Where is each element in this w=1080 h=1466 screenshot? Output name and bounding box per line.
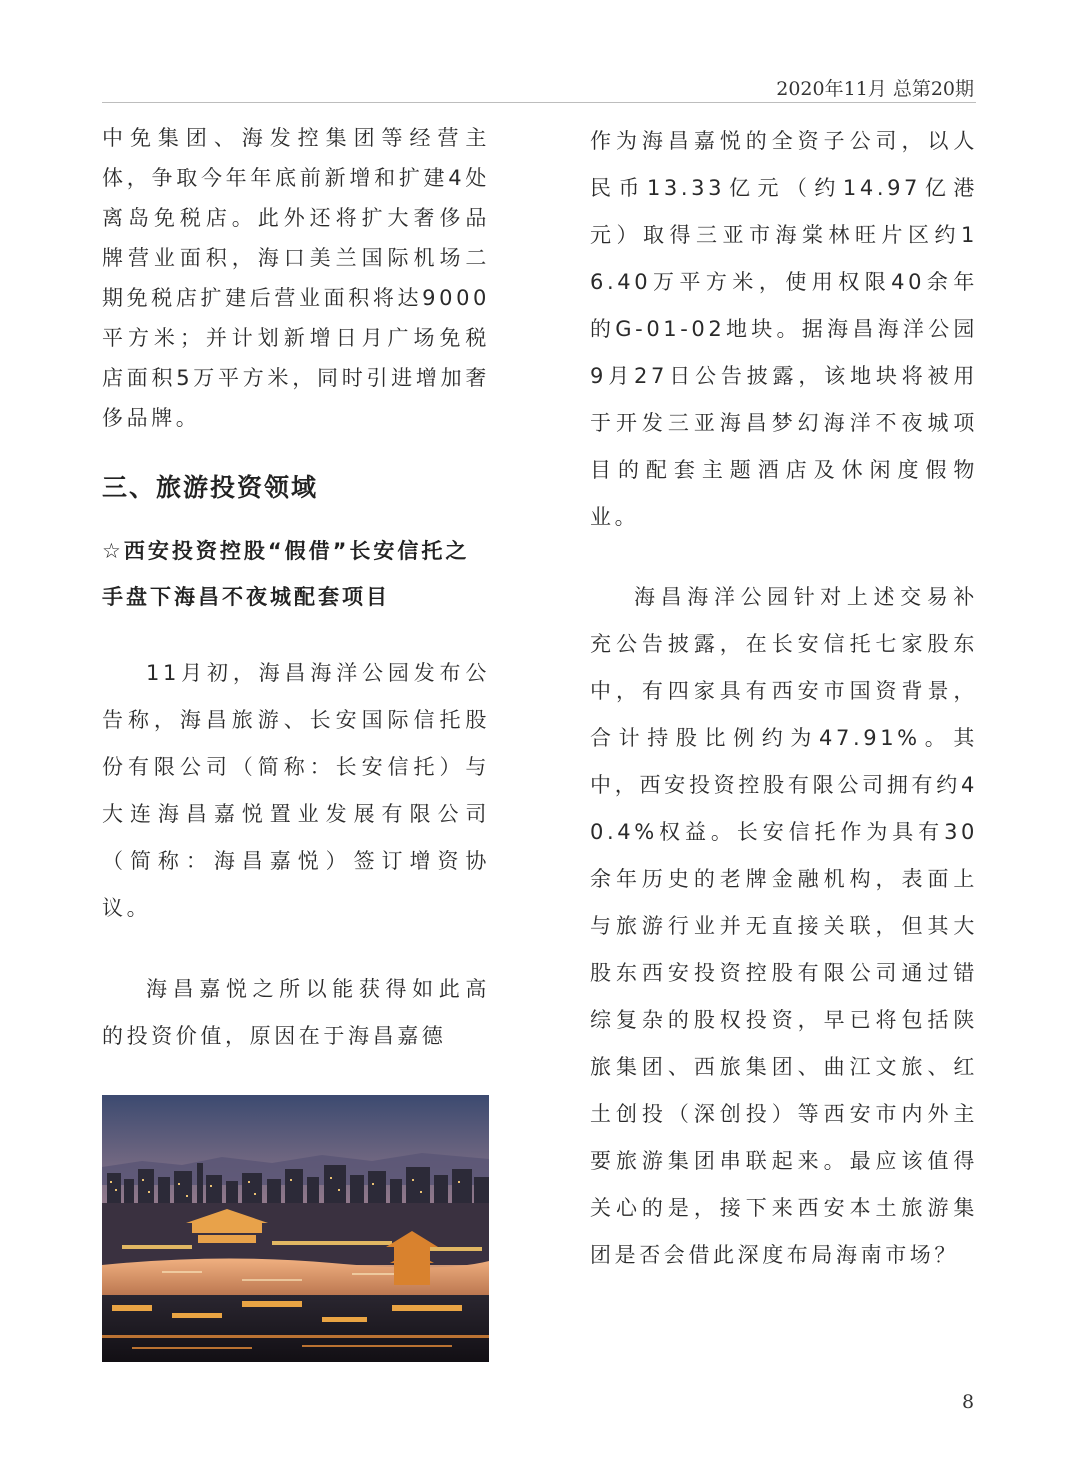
page-number: 8 xyxy=(962,1391,975,1413)
section-heading-tourism-investment: 三、旅游投资领域 xyxy=(102,473,319,502)
paragraph-land-acquisition: 作为海昌嘉悦的全资子公司，以人民币13.33亿元（约14.97亿港元）取得三亚市海棠林旺片区约16.40万平方米，使用权限40余年的G-01-02地块。据海昌海洋公园9月27日公告披露，该地块将被用于开发三亚海昌梦幻海洋不夜城项目的配套主题酒店及休闲度假物业。 xyxy=(590,129,978,529)
page-header xyxy=(102,72,976,103)
left-column xyxy=(102,118,490,1060)
paragraph-duty-free: 中免集团、海发控集团等经营主体，争取今年年底前新增和扩建4处离岛免税店。此外还将扩大奢侈品牌营业面积，海口美兰国际机场二期免税店扩建后营业面积将达9000平方米；并计划新增日月广场免税店面积5万平方米，同时引进增加奢侈品牌。 xyxy=(102,126,490,430)
right-column xyxy=(590,118,978,1279)
paragraph-investment-value: 海昌嘉悦之所以能获得如此高的投资价值，原因在于海昌嘉德 xyxy=(102,977,490,1048)
sub-heading-xian-investment: ☆西安投资控股“假借”长安信托之手盘下海昌不夜城配套项目 xyxy=(102,539,470,609)
paragraph-haichang-announcement: 11月初，海昌海洋公园发布公告称，海昌旅游、长安国际信托股份有限公司（简称：长安信托）与大连海昌嘉悦置业发展有限公司（简称：海昌嘉悦）签订增资协议。 xyxy=(102,661,490,920)
issue-label: 2020年11月 总第20期 xyxy=(776,78,974,100)
paragraph-shareholder-background: 海昌海洋公园针对上述交易补充公告披露，在长安信托七家股东中，有四家具有西安市国资背景，合计持股比例约为47.91%。其中，西安投资控股有限公司拥有约40.4%权益。长安信托作为具有30余年历史的老牌金融机构，表面上与旅游行业并无直接关联，但其大股东西安投资控股有限公司通过错综复杂的股权投资，早已将包括陕旅集团、西旅集团、曲江文旅、红土创投（深创投）等西安市内外主要旅游集团串联起来。最应该值得关心的是，接下来西安本土旅游集团是否会借此深度布局海南市场？ xyxy=(590,585,978,1267)
city-night-photo xyxy=(102,1095,489,1362)
